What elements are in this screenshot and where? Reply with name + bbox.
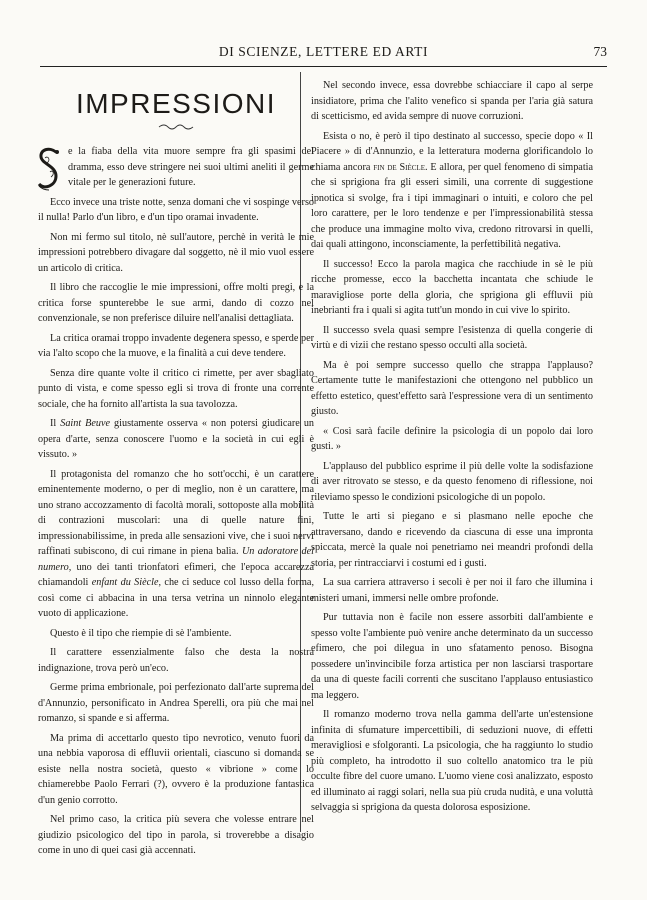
paragraph-1-text: e la fiaba della vita muore sempre fra gli spasimi del dramma, esso deve stringere nei suoi ultimi aneliti il germe vitale per le generazioni future. — [68, 146, 314, 188]
text-run: . E allora, per quel fenomeno di simpatia che si sprigiona fra gli esseri simili, una corrente di suggestione ipnotica si svolge, fra i tipi immaginari o intuiti, e coloro che pel loro carattere, per le loro tendenze e per l'impressionabilità stessa che produce una immagine molto viva, credono ritrovarsi in quelli, dai quali attingono, inconsciamente, la perfettibilità negativa. — [311, 161, 594, 250]
italic-phrase: Un adoratore del numero, — [38, 546, 314, 573]
flourish-icon — [158, 122, 194, 132]
paragraph-r5: Ma è poi sempre successo quello che strappa l'applauso? Certamente tutte le manifestazioni che ottengono nel pubblico un effetto estetico, quest'effetto sarà l'espressione vera di un sentimento giusto. — [311, 359, 593, 417]
paragraph-12: Ma prima di accettarlo questo tipo nevrotico, venuto fuori da una nebbia vaporosa di effluvii orientali, ciascuno si domanda se esiste nella nostra società, questo « vibrione » come lo chiamerebbe Paolo Ferrari (?), ovvero è la produzione fantastica d'un genio corrotto. — [38, 732, 314, 806]
paragraph-r7: L'applauso del pubblico esprime il più delle volte la sodisfazione di aver ritrovato se stesso, e da questo fenomeno di riflessione, noi rileviamo spesso le condizioni psicologiche di un popolo. — [311, 460, 593, 503]
italic-phrase: enfant du Siècle, — [91, 577, 162, 588]
paragraph-r6: « Così sarà facile definire la psicologia di un popolo dai loro gusti. » — [311, 425, 593, 452]
text-run: Il protagonista del romanzo che ho sott'occhi, è un carattere eminentemente moderno, o per di meglio, non è un carattere, ma uno strano accozzamento di facoltà morali, sottoposte alla mobilità di contrazioni muscolari: una di quelle nature fini, impressionabilissime, in preda alle sensazioni vive, che i suoi nervi raffinati subiscono, di cui rimane in piena balìa. — [38, 468, 314, 557]
text-run: giustamente osserva « non potersi giudicare un opera d'arte, senza conoscere l'uomo e la società in cui egli è vissuto. » — [38, 418, 315, 460]
paragraph-2: Ecco invece una triste notte, senza domani che vi sospinge verso il nulla! Parlo d'un libro, e d'un tipo oramai invadente. — [38, 196, 314, 223]
paragraph-r8: Tutte le arti si piegano e si plasmano nelle epoche che attraversano, dando e ricevendo da ciascuna di esse una impronta spiccata, mercè la quale noi penetriamo nei meandri profondi della storia, per rintracciarvi i costumi ed i gusti. — [311, 511, 593, 569]
paragraph-6: Senza dire quante volte il critico ci rimette, per aver sbagliato punto di vista, e come spesso egli si trova di fronte una corrente sociale, che ha fornito all'artista la sua tavolozza. — [38, 367, 314, 410]
paragraph-r1: Nel secondo invece, essa dovrebbe schiacciare il capo al serpe insidiatore, prima che l'alito venefico si spanda per l'aria già satura di scetticismo, ed avida sempre di nuove corruzioni. — [311, 80, 593, 122]
paragraph-r10: Pur tuttavia non è facile non essere assorbiti dall'ambiente e spesso volte l'ambiente può venire anche determinato da un successo efimero, che poi dilegua in uno sfatamento penoso. Bisogna possedere un'invincibile forza artistica per non lasciarsi trasportare da una di queste facili correnti che suscitano l'applauso entusiastico ma leggero. — [311, 612, 593, 701]
italic-name: Saint Beuve — [60, 418, 111, 429]
paragraph-5: La critica oramai troppo invadente degenera spesso, e sperde per via l'alto scopo che la muove, e la finalità a cui deve tendere. — [38, 332, 314, 359]
text-run: Il — [50, 418, 61, 429]
running-title: DI SCIENZE, LETTERE ED ARTI — [218, 44, 429, 59]
paragraph-r4: Il successo svela quasi sempre l'esistenza di quella congerie di virtù e di vizii che restano spesso occulti alla società. — [311, 324, 593, 351]
paragraph-r9: La sua carriera attraverso i secoli è per noi il faro che illumina i misteri umani, immersi nelle ombre profonde. — [311, 577, 593, 604]
text-run: uno dei tanti trionfatori efimeri, che l'epoca accarezza chiamandoli — [38, 561, 314, 588]
title-ornament — [38, 122, 314, 136]
text-run: che ci seduce col lusso della forma, così come ci abbacina in una tersa vetrina un ninnolo elegante vuoto di applicazione. — [38, 577, 314, 619]
paragraph-10: Il carattere essenzialmente falso che desta la nostra indignazione, trova però un'eco. — [38, 647, 314, 674]
paragraph-11: Germe prima embrionale, poi perfezionato dall'arte suprema del d'Annunzio, personificato in Andrea Sperelli, ora più che mai nel romanzo, si spande e si afferma. — [38, 682, 314, 724]
paragraph-r3: Il successo! Ecco la parola magica che racchiude in sè le più ricche promesse, ecco la bacchetta incantata che schiude le maravigliose porte della gloria, che sprigiona gli effluvii più inebrianti fra i quali si agita tutt'un mondo in cui vive lo spirito. — [311, 258, 593, 316]
page-number: 73 — [593, 44, 607, 59]
paragraph-1 — [38, 144, 314, 191]
paragraph-r2 — [311, 129, 593, 253]
running-head — [40, 44, 607, 64]
paragraph-4: Il libro che raccoglie le mie impressioni, offre molti pregi, e la critica forse spunterebbe le sue armi, dando di cozzo nel convenzionale, se non preferisce diluire nell'analisi dettagliata. — [38, 282, 314, 324]
paragraph-3: Non mi fermo sul titolo, nè sull'autore, perchè in verità le mie impressioni potrebbero divagare dal soggetto, nè il mio vuol essere un articolo di critica. — [38, 231, 314, 274]
header-rule — [40, 66, 607, 67]
paragraph-r11: Il romanzo moderno trova nella gamma dell'arte un'estensione infinita di sfumature impercettibili, di seduzioni nuove, di effetti meravigliosi e sfolgoranti. La psicologia, che ha raggiunto lo studio più completo, ha introdotto il suo coltello anatomico tra le più occulte fibre del cuore umano. L'uomo viene così analizzato, esposto ed illuminato ai raggi solari, nella sua più cruda nudità, e una voluttà selvaggia si sprigiona da questa dolorosa esposizione. — [311, 709, 593, 813]
smallcaps-phrase: fin de Siècle — [373, 161, 425, 173]
article-title: IMPRESSIONI — [75, 88, 277, 119]
paragraph-9: Questo è il tipo che riempie di sè l'ambiente. — [50, 627, 232, 639]
paragraph-8 — [38, 467, 314, 622]
paragraph-13: Nel primo caso, la critica più severa che volesse entrare nel giudizio psicologico del tipo in parola, si troverebbe a disagio come in uno di quei casi già accennati. — [38, 814, 314, 856]
left-column — [38, 78, 314, 863]
paragraph-7 — [38, 416, 314, 463]
text-run: Esista o no, è però il tipo destinato al successo, specie dopo « Il Piacere » di d'Annunzio, e la letteratura moderna glorificandolo lo chiama ancora — [311, 130, 593, 173]
dropcap-s-icon — [36, 146, 62, 192]
right-column — [311, 78, 593, 820]
